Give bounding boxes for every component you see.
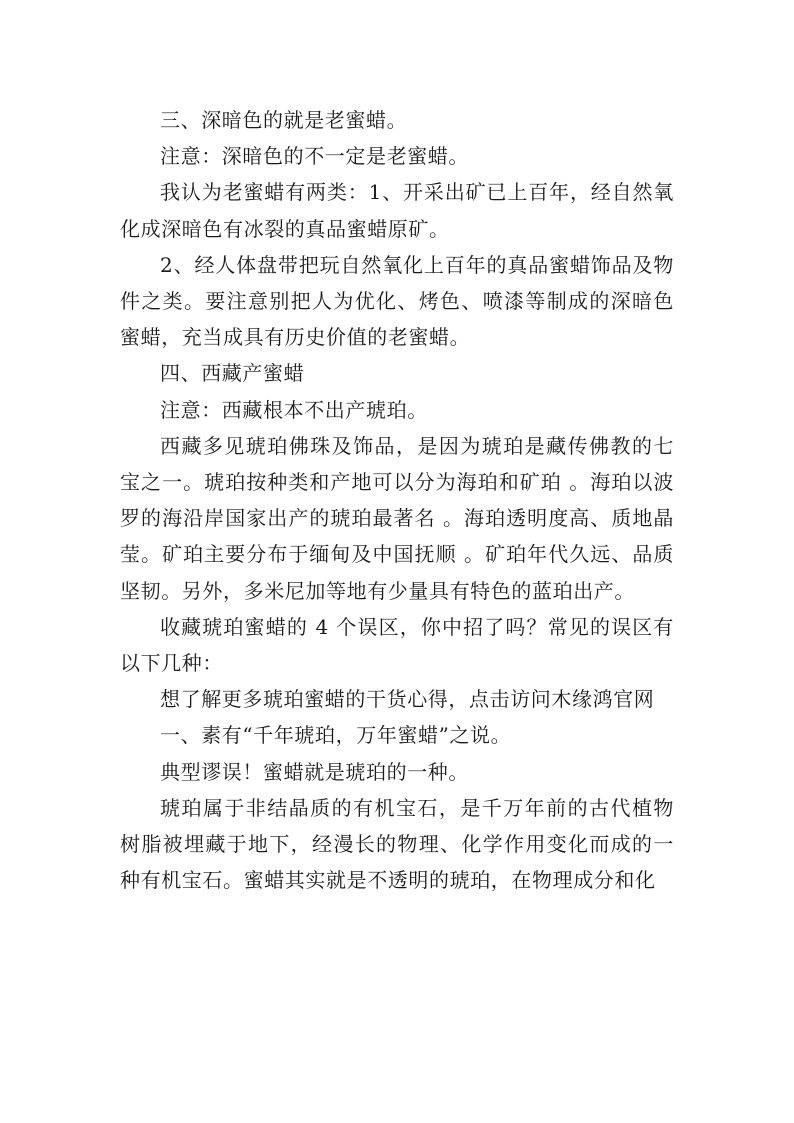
document-body bbox=[120, 102, 674, 898]
paragraph: 琥珀属于非结晶质的有机宝石，是千万年前的古代植物树脂被埋藏于地下，经漫长的物理、化学作用变化而成的一种有机宝石。蜜蜡其实就是不透明的琥珀，在物理成分和化 bbox=[120, 795, 674, 893]
paragraph-heading-4: 四、西藏产蜜蜡 bbox=[160, 361, 305, 386]
paragraph: 我认为老蜜蜡有两类：1、开采出矿已上百年，经自然氧化成深暗色有冰裂的真品蜜蜡原矿。 bbox=[120, 180, 674, 241]
paragraph-heading-1: 一、素有“千年琥珀，万年蜜蜡”之说。 bbox=[160, 723, 512, 748]
paragraph-heading-3: 三、深暗色的就是老蜜蜡。 bbox=[160, 108, 408, 132]
paragraph-note-3: 注意：深暗色的不一定是老蜜蜡。 bbox=[160, 144, 469, 169]
paragraph-note-1: 典型谬误！蜜蜡就是琥珀的一种。 bbox=[160, 759, 469, 784]
paragraph: 西藏多见琥珀佛珠及饰品，是因为琥珀是藏传佛教的七宝之一。琥珀按种类和产地可以分为海珀和矿珀 。海珀以波罗的海沿岸国家出产的琥珀最著名 。海珀透明度高、质地晶莹。矿珀主要分布于缅甸及中国抚顺 。矿珀年代久远、品质坚韧。另外，多米尼加等地有少量具有特色的蓝珀出产。 bbox=[120, 433, 674, 603]
paragraph: 收藏琥珀蜜蜡的 4 个误区，你中招了吗？常见的误区有以下几种： bbox=[120, 614, 674, 676]
paragraph-note-4: 注意：西藏根本不出产琥珀。 bbox=[160, 397, 428, 422]
paragraph: 2、经人体盘带把玩自然氧化上百年的真品蜜蜡饰品及物件之类。要注意别把人为优化、烤色、喷漆等制成的深暗色蜜蜡，充当成具有历史价值的老蜜蜡。 bbox=[120, 252, 674, 350]
paragraph-promo-link: 想了解更多琥珀蜜蜡的干货心得，点击访问木缘鸿官网 bbox=[160, 687, 655, 712]
